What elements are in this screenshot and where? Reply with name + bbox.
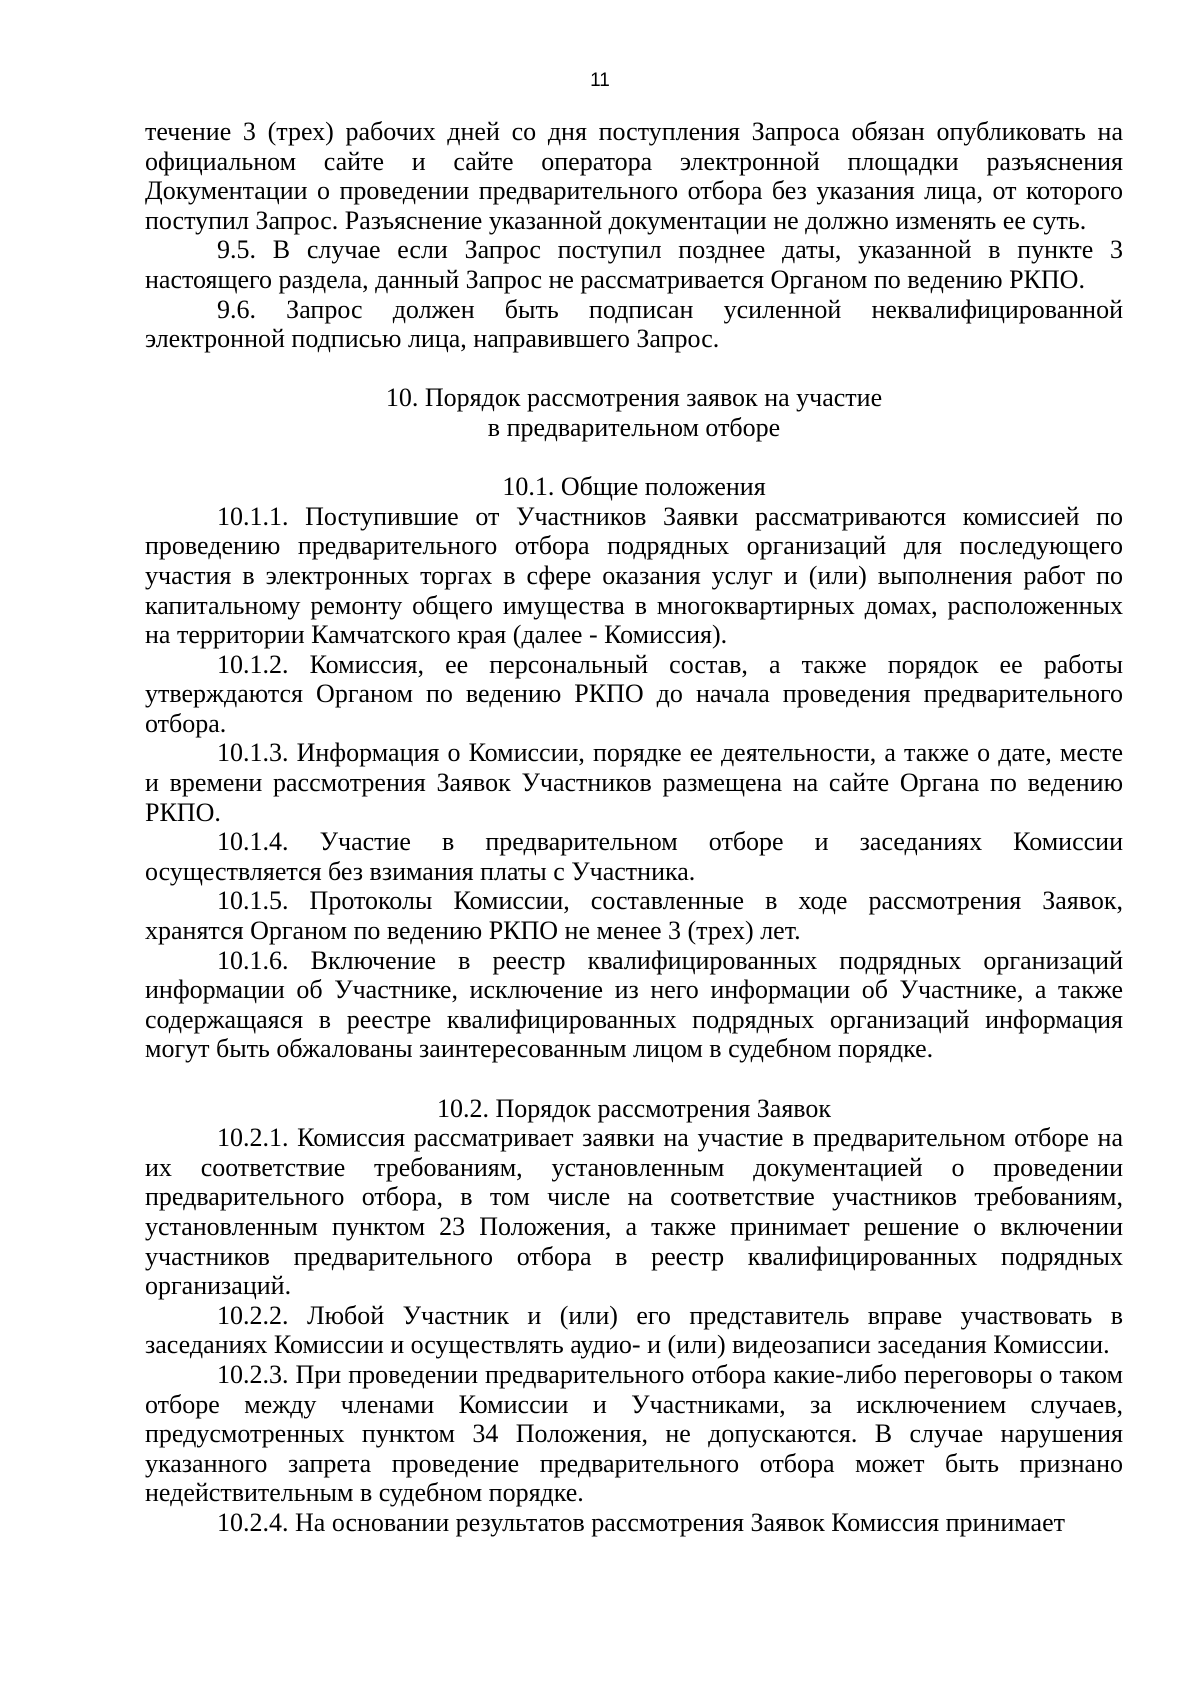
spacer — [145, 443, 1123, 473]
paragraph-10-1-2: 10.1.2. Комиссия, ее персональный состав, а также порядок ее работы утверждаются Органом по ведению РКПО до начала проведения предварительного отбора. — [145, 649, 1123, 738]
paragraph-9-6: 9.6. Запрос должен быть подписан усиленной неквалифицированной электронной подписью лица, направившего Запрос. — [145, 294, 1123, 354]
paragraph-10-1-1: 10.1.1. Поступившие от Участников Заявки рассматриваются комиссией по проведению предварительного отбора подрядных организаций для последующего участия в электронных торгах в сфере оказания услуг и (или) выполнения работ по капитальному ремонту общего имущества в многоквартирных домах, расположенных на территории Камчатского края (далее - Комиссия). — [145, 501, 1123, 650]
subsection-10-1-title: 10.1. Общие положения — [502, 472, 766, 502]
paragraph-10-1-5: 10.1.5. Протоколы Комиссии, составленные в ходе рассмотрения Заявок, хранятся Органом по ведению РКПО не менее 3 (трех) лет. — [145, 886, 1123, 946]
paragraph-10-1-3: 10.1.3. Информация о Комиссии, порядке ее деятельности, а также о дате, месте и времени рассмотрения Заявок Участников размещена на сайте Органа по ведению РКПО. — [145, 738, 1123, 827]
paragraph-10-2-1: 10.2.1. Комиссия рассматривает заявки на участие в предварительном отборе на их соответствие требованиям, установленным документацией о проведении предварительного отбора, в том числе на соответствие участников требованиям, установленным пунктом 23 Положения, а также принимает решение о включении участников предварительного отбора в реестр квалифицированных подрядных организаций. — [145, 1123, 1123, 1301]
subsection-10-2-title: 10.2. Порядок рассмотрения Заявок — [436, 1093, 832, 1123]
paragraph-10-2-2: 10.2.2. Любой Участник и (или) его представитель вправе участвовать в заседаниях Комиссии и осуществлять аудио- и (или) видеозаписи заседания Комиссии. — [145, 1300, 1123, 1360]
page-number: 11 — [590, 70, 610, 91]
spacer — [145, 354, 1123, 384]
section-10-title-line2: в предварительном отборе — [487, 412, 781, 442]
paragraph-10-2-3: 10.2.3. При проведении предварительного отбора какие-либо переговоры о таком отборе между членами Комиссии и Участниками, за исключением случаев, предусмотренных пунктом 34 Положения, не допускаются. В случае нарушения указанного запрета проведение предварительного отбора может быть признано недействительным в судебном порядке. — [145, 1359, 1123, 1508]
section-10-title-line1: 10. Порядок рассмотрения заявок на участие — [385, 383, 883, 413]
paragraph-10-1-4: 10.1.4. Участие в предварительном отборе и заседаниях Комиссии осуществляется без взимания платы с Участника. — [145, 827, 1123, 886]
paragraph-10-1-6: 10.1.6. Включение в реестр квалифицированных подрядных организаций информации об Участнике, исключение из него информации об Участнике, а также содержащаяся в реестре квалифицированных подрядных организаций информация могут быть обжалованы заинтересованным лицом в судебном порядке. — [145, 945, 1123, 1064]
paragraph-10-2-4: 10.2.4. На основании результатов рассмотрения Заявок Комиссия принимает — [217, 1507, 1065, 1537]
document-body — [145, 117, 1123, 1538]
paragraph-9-5: 9.5. В случае если Запрос поступил позднее даты, указанной в пункте 3 настоящего раздела, данный Запрос не рассматривается Органом по ведению РКПО. — [145, 235, 1123, 294]
continuation-paragraph: течение 3 (трех) рабочих дней со дня поступления Запроса обязан опубликовать на официальном сайте и сайте оператора электронной площадки разъяснения Документации о проведении предварительного отбора без указания лица, от которого поступил Запрос. Разъяснение указанной документации не должно изменять ее суть. — [145, 117, 1123, 235]
spacer — [145, 1064, 1123, 1094]
